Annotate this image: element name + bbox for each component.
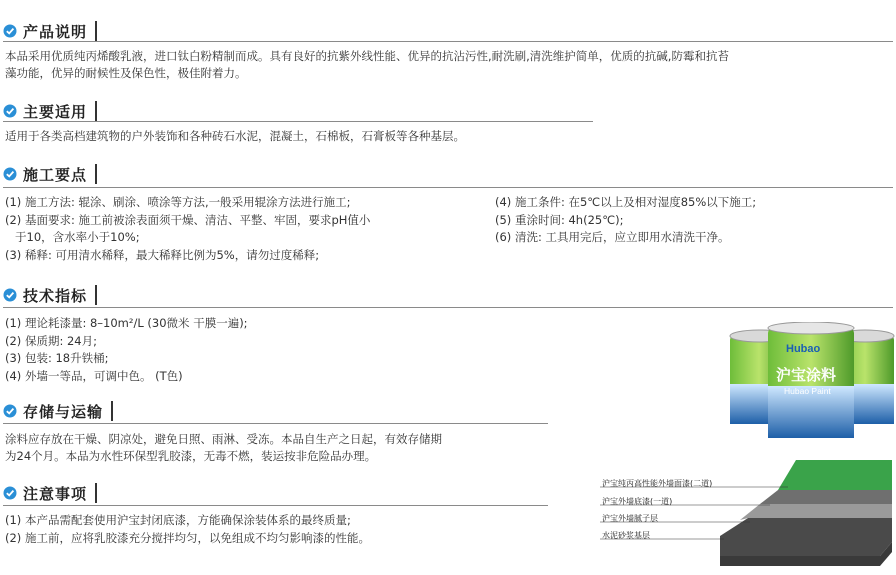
intro-text xyxy=(5,48,895,82)
section-rule xyxy=(3,121,593,122)
storage-text xyxy=(5,431,605,465)
text-line: (2) 施工前，应将乳胶漆充分搅拌均匀，以免组成不均匀影响漆的性能。 xyxy=(5,530,370,545)
title-divider xyxy=(95,285,97,305)
layer-primer xyxy=(760,490,892,504)
text-line: (5) 重涂时间: 4h(25℃); xyxy=(495,212,624,227)
can-brand-cn: 沪宝涂料 xyxy=(776,366,837,384)
layer-label-topcoat: 沪宝纯丙高性能外墙面漆(二道) xyxy=(602,479,713,488)
section-title: 主要适用 xyxy=(23,102,88,121)
layer-putty xyxy=(740,504,892,520)
text-line: (3) 稀释: 可用清水稀释，最大稀释比例为5%，请勿过度稀释; xyxy=(5,247,320,262)
usage-text xyxy=(5,128,885,145)
specs-list xyxy=(5,315,605,385)
text-line: (1) 理论耗漆量: 8–10m²/L (30微米 干膜一遍); xyxy=(5,316,248,330)
check-circle-icon xyxy=(3,104,17,118)
title-divider xyxy=(95,21,97,41)
text-line: 于10，含水率小于10%; xyxy=(15,230,140,244)
layer-mortar xyxy=(720,518,892,556)
layer-label-mortar: 水泥砂浆基层 xyxy=(602,531,650,540)
layer-label-putty: 沪宝外墙腻子层 xyxy=(602,514,658,523)
section-header-storage xyxy=(3,401,113,421)
paint-cans-image xyxy=(728,322,896,442)
section-rule xyxy=(3,423,548,424)
section-rule xyxy=(3,187,893,188)
text-line: 本品采用优质纯丙烯酸乳液，进口钛白粉精制而成。具有良好的抗紫外线性能、优异的抗沾污性,耐洗刷,清洗维护简单，优质的抗碱,防霉和抗苔 xyxy=(5,49,729,63)
layer-topcoat xyxy=(778,460,892,490)
layer-label-primer: 沪宝外墙底漆(一道) xyxy=(602,497,673,506)
text-line: (4) 施工条件: 在5℃以上及相对湿度85%以下施工; xyxy=(495,195,757,209)
section-header-intro xyxy=(3,21,97,41)
section-rule xyxy=(3,41,893,42)
section-rule xyxy=(3,505,548,506)
text-line: (6) 清洗: 工具用完后，应立即用水清洗干净。 xyxy=(495,230,730,244)
check-circle-icon xyxy=(3,486,17,500)
section-header-specs xyxy=(3,285,97,305)
title-divider xyxy=(111,401,113,421)
text-line: (1) 本产品需配套使用沪宝封闭底漆，方能确保涂装体系的最终质量; xyxy=(5,513,351,527)
section-header-usage xyxy=(3,101,97,121)
paint-can-front xyxy=(768,322,854,438)
section-title: 存储与运输 xyxy=(23,402,104,421)
text-line: 藻功能，优异的耐候性及保色性，极佳附着力。 xyxy=(5,66,247,80)
check-circle-icon xyxy=(3,167,17,181)
text-line: (1) 施工方法: 辊涂、刷涂、喷涂等方法,一般采用辊涂方法进行施工; xyxy=(5,195,351,209)
text-line: 适用于各类高档建筑物的户外装饰和各种砖石水泥，混凝土，石棉板，石膏板等各种基层。 xyxy=(5,129,465,143)
title-divider xyxy=(95,483,97,503)
coating-layers-diagram xyxy=(600,458,896,568)
check-circle-icon xyxy=(3,24,17,38)
check-circle-icon xyxy=(3,288,17,302)
section-header-notes xyxy=(3,483,97,503)
construction-left-column xyxy=(5,194,475,264)
section-title: 产品说明 xyxy=(23,22,88,41)
text-line: (2) 基面要求: 施工前被涂表面须干燥、清洁、平整、牢固，要求pH值小 xyxy=(5,212,371,227)
text-line: (3) 包装: 18升铁桶; xyxy=(5,351,109,365)
section-title: 技术指标 xyxy=(23,286,88,305)
title-divider xyxy=(95,101,97,121)
section-title: 施工要点 xyxy=(23,165,88,184)
text-line: 涂料应存放在干燥、阴凉处，避免日照、雨淋、受冻。本品自生产之日起，有效存储期 xyxy=(5,432,442,446)
notes-list xyxy=(5,512,595,547)
construction-right-column xyxy=(495,194,890,247)
section-rule xyxy=(3,307,893,308)
text-line: (2) 保质期: 24月; xyxy=(5,333,97,348)
section-header-construction xyxy=(3,164,97,184)
can-logo: Hubao xyxy=(786,343,821,355)
check-circle-icon xyxy=(3,404,17,418)
section-title: 注意事项 xyxy=(23,484,88,503)
text-line: 为24个月。本品为水性环保型乳胶漆，无毒不燃，装运按非危险品办理。 xyxy=(5,449,377,463)
can-brand-en: Hubao Paint xyxy=(784,386,831,396)
title-divider xyxy=(95,164,97,184)
text-line: (4) 外墙一等品，可调中色。 (T色) xyxy=(5,368,183,383)
